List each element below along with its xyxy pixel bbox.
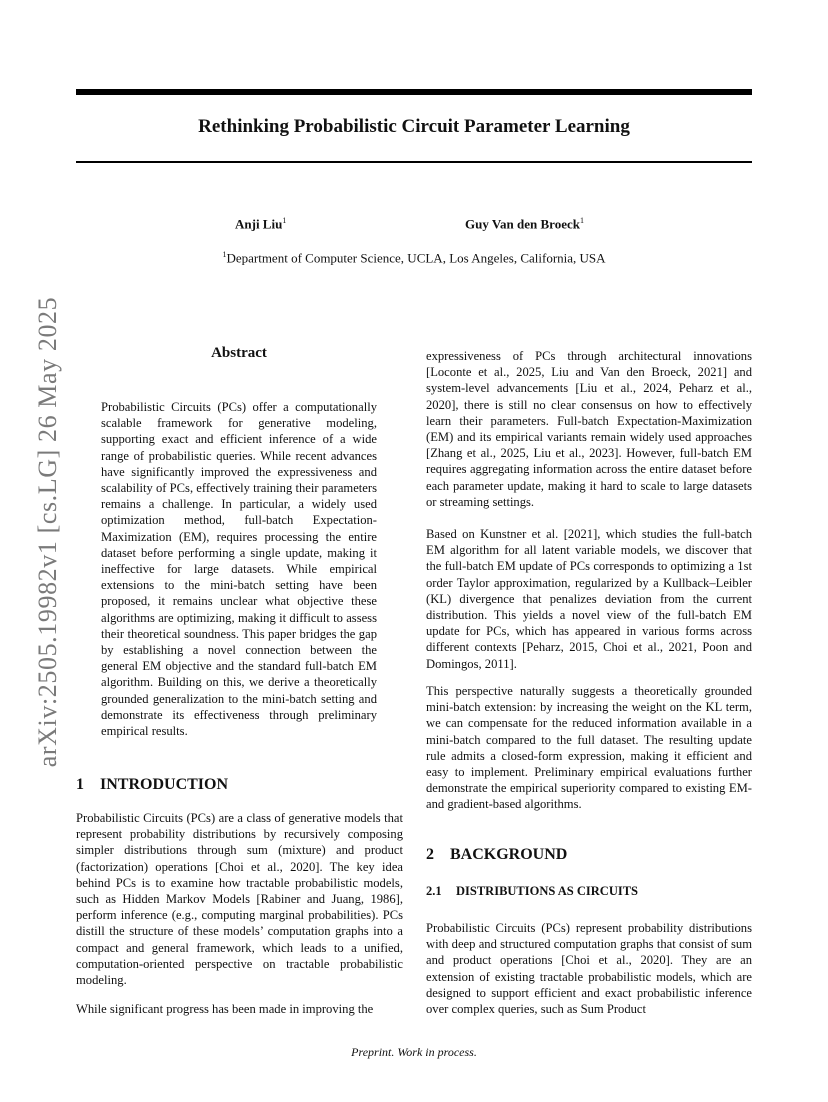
affiliation-mark: 1 <box>282 216 287 225</box>
section-heading-introduction <box>76 776 228 794</box>
footer-note: Preprint. Work in process. <box>351 1045 477 1059</box>
section-title: INTRODUCTION <box>100 776 229 793</box>
subsection-heading <box>426 884 638 899</box>
author-name <box>465 216 584 232</box>
affiliation-mark: 1 <box>580 216 584 225</box>
title-rule <box>76 161 752 163</box>
affiliation-text: Department of Computer Science, UCLA, Los Angeles, California, USA <box>226 250 606 266</box>
affiliation-mark: 1 <box>222 250 227 259</box>
paragraph: Probabilistic Circuits (PCs) represent probability distributions with deep and structured computation graphs that consist of sum and product operations [Choi et al., 2020]. They are an extension of existing tractable probabilistic models, which are designed to support efficient and exact probabilistic inference over complex queries, such as Sum Product <box>426 921 752 1017</box>
section-number: 1 <box>76 776 84 793</box>
paragraph: expressiveness of PCs through architectural innovations [Loconte et al., 2025, Liu and Van den Broeck, 2021] and system-level advancements [Liu et al., 2024, Peharz et al., 2020], there is still no clear consensus on how to effectively learn their parameters. Full-batch Expectation-Maximization (EM) and its empirical variants remain widely used approaches [Zhang et al., 2025, Liu et al., 2023]. However, full-batch EM requires aggregating information across the entire dataset before each parameter update, making it hard to scale to large datasets or streaming settings. <box>426 349 752 509</box>
section-title: BACKGROUND <box>450 846 568 863</box>
arxiv-stamp: arXiv:2505.19982v1 [cs.LG] 26 May 2025 <box>33 296 62 768</box>
paragraph: This perspective naturally suggests a theoretically grounded mini-batch extension: by increasing the weight on the KL term, we can compensate for the reduced information available in a mini-batch compared to the full dataset. The resulting update rule admits a closed-form expression, making it efficient and easy to implement. Preliminary empirical evaluations further demonstrate the empirical superiority compared to existing EM- and gradient-based algorithms. <box>426 684 752 812</box>
author-name <box>235 216 286 232</box>
subsection-number: 2.1 <box>426 884 442 898</box>
paper-title: Rethinking Probabilistic Circuit Parameter Learning <box>198 116 630 137</box>
top-rule <box>76 89 752 95</box>
abstract-heading: Abstract <box>211 345 267 361</box>
paragraph: While significant progress has been made in improving the <box>76 1002 374 1016</box>
author-name-text: Guy Van den Broeck <box>465 216 580 232</box>
section-number: 2 <box>426 846 434 863</box>
paragraph: Probabilistic Circuits (PCs) are a class of generative models that represent probability distributions by recursively composing simpler distributions through sum (mixture) and product (factorization) operations [Choi et al., 2020]. The key idea behind PCs is to examine how tractable probabilistic models, such as Hidden Markov Models [Rabiner and Juang, 1986], perform inference (e.g., computing marginal probabilities). PCs distill the structure of these models’ computation graphs into a compact and general framework, which leads to a unified, computation-oriented perspective on tractable probabilistic modeling. <box>76 811 403 988</box>
subsection-title: DISTRIBUTIONS AS CIRCUITS <box>456 884 639 898</box>
paragraph: Based on Kunstner et al. [2021], which studies the full-batch EM algorithm for all latent variable models, we discover that the full-batch EM update of PCs corresponds to optimizing a 1st order Taylor approximation, regularized by a Kullback–Leibler (KL) divergence that penalizes deviation from the current distribution. This yields a novel view of the full-batch EM update for PCs, which has appeared in various forms across different contexts [Peharz, 2015, Choi et al., 2021, Poon and Domingos, 2011]. <box>426 527 752 671</box>
section-heading-background <box>426 846 567 864</box>
affiliation <box>76 250 752 266</box>
abstract-text: Probabilistic Circuits (PCs) offer a computationally scalable framework for generative modeling, supporting exact and efficient inference of a wide range of probabilistic queries. While recent advances have significantly improved the expressiveness and scalability of PCs, effectively training their parameters remains a challenge. In particular, a widely used optimization method, full-batch Expectation-Maximization (EM), requires processing the entire dataset before performing a single update, making it ineffective for large datasets. While empirical extensions to the mini-batch setting have been proposed, it remains unclear what objective these algorithms are optimizing, making it difficult to assess their theoretical soundness. This paper bridges the gap by establishing a novel connection between the general EM objective and the standard full-batch EM algorithm. Building on this, we derive a theoretically grounded generalization to the mini-batch setting and demonstrate its effectiveness through preliminary empirical results. <box>101 400 377 739</box>
author-name-text: Anji Liu <box>235 216 283 232</box>
